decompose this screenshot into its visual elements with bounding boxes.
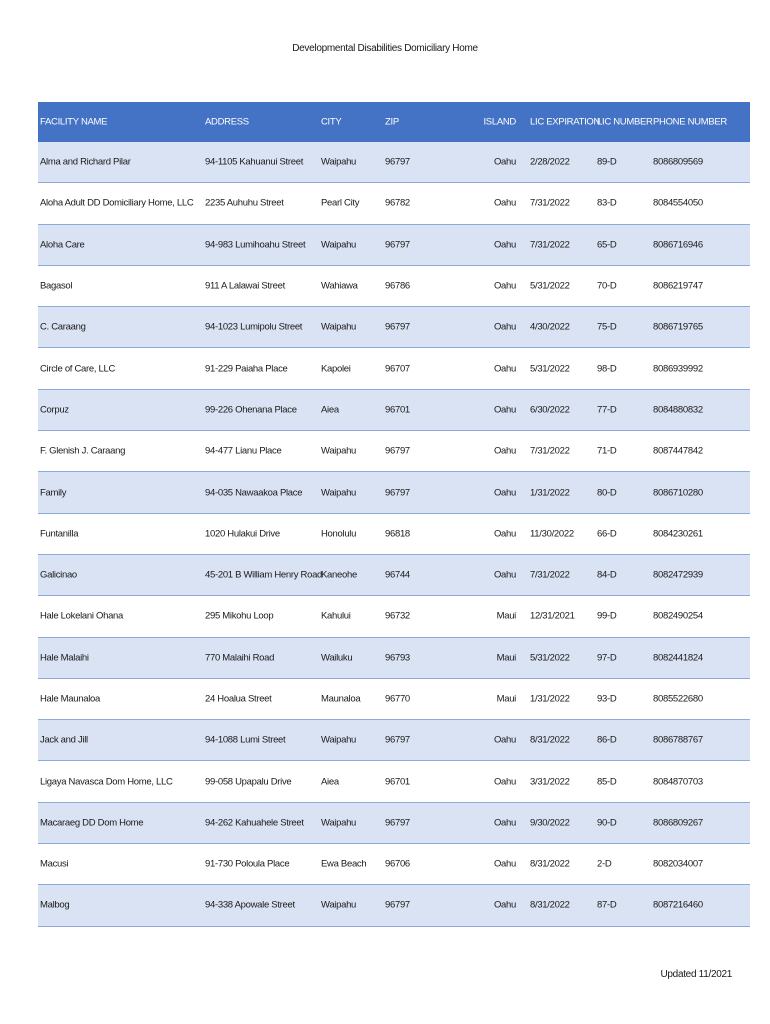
cell-lic-number: 77-D — [597, 404, 617, 416]
cell-facility-name: Aloha Adult DD Domiciliary Home, LLC — [40, 197, 194, 209]
cell-lic-expiration: 7/31/2022 — [530, 197, 570, 209]
table-row — [38, 803, 750, 844]
cell-phone-number: 8082441824 — [653, 652, 703, 664]
cell-phone-number: 8082490254 — [653, 610, 703, 622]
cell-city: Kaneohe — [321, 569, 357, 581]
cell-address: 94-477 Lianu Place — [205, 445, 282, 457]
table-row — [38, 142, 750, 183]
cell-address: 94-1088 Lumi Street — [205, 734, 286, 746]
cell-zip: 96701 — [385, 404, 410, 416]
cell-lic-number: 90-D — [597, 817, 617, 829]
cell-island: Oahu — [493, 528, 516, 540]
cell-zip: 96797 — [385, 239, 410, 251]
table-row — [38, 638, 750, 679]
table-row — [38, 555, 750, 596]
cell-island: Oahu — [493, 404, 516, 416]
header-island: ISLAND — [483, 116, 516, 128]
cell-address: 770 Malaihi Road — [205, 652, 275, 664]
cell-island: Oahu — [493, 734, 516, 746]
cell-city: Waipahu — [321, 734, 357, 746]
facility-table — [38, 102, 750, 927]
cell-island: Oahu — [493, 321, 516, 333]
cell-island: Oahu — [493, 899, 516, 911]
cell-lic-number: 75-D — [597, 321, 617, 333]
cell-facility-name: C. Caraang — [40, 321, 86, 333]
cell-lic-number: 83-D — [597, 197, 617, 209]
cell-zip: 96706 — [385, 858, 410, 870]
cell-phone-number: 8082034007 — [653, 858, 703, 870]
cell-lic-number: 98-D — [597, 363, 617, 375]
cell-phone-number: 8084230261 — [653, 528, 703, 540]
cell-facility-name: Aloha Care — [40, 239, 85, 251]
cell-address: 911 A Lalawai Street — [205, 280, 285, 292]
cell-city: Wailuku — [321, 652, 353, 664]
cell-phone-number: 8086939992 — [653, 363, 703, 375]
page-title: Developmental Disabilities Domiciliary Home — [292, 43, 478, 54]
cell-lic-number: 86-D — [597, 734, 617, 746]
table-row — [38, 472, 750, 513]
cell-island: Maui — [496, 610, 516, 622]
cell-address: 94-1023 Lumipolu Street — [205, 321, 303, 333]
header-city: CITY — [321, 116, 342, 128]
cell-facility-name: Macusi — [40, 858, 69, 870]
cell-city: Waipahu — [321, 899, 357, 911]
cell-address: 24 Hoalua Street — [205, 693, 272, 705]
header-phone-number: PHONE NUMBER — [653, 116, 727, 128]
cell-phone-number: 8086809267 — [653, 817, 703, 829]
cell-island: Oahu — [493, 445, 516, 457]
cell-island: Maui — [496, 693, 516, 705]
cell-phone-number: 8082472939 — [653, 569, 703, 581]
cell-lic-expiration: 5/31/2022 — [530, 363, 570, 375]
cell-island: Oahu — [493, 156, 516, 168]
cell-lic-expiration: 4/30/2022 — [530, 321, 570, 333]
table-row — [38, 225, 750, 266]
cell-facility-name: F. Glenish J. Caraang — [40, 445, 126, 457]
table-row — [38, 390, 750, 431]
cell-city: Waipahu — [321, 239, 357, 251]
table-row — [38, 761, 750, 802]
cell-phone-number: 8086710280 — [653, 487, 703, 499]
table-row — [38, 885, 750, 926]
cell-facility-name: Macaraeg DD Dom Home — [40, 817, 144, 829]
cell-phone-number: 8087216460 — [653, 899, 703, 911]
cell-island: Oahu — [493, 487, 516, 499]
header-address: ADDRESS — [205, 116, 249, 128]
cell-lic-number: 87-D — [597, 899, 617, 911]
updated-note: Updated 11/2021 — [660, 969, 732, 980]
cell-address: 94-338 Apowale Street — [205, 899, 295, 911]
cell-lic-expiration: 6/30/2022 — [530, 404, 570, 416]
cell-zip: 96707 — [385, 363, 410, 375]
cell-zip: 96797 — [385, 817, 410, 829]
cell-lic-expiration: 8/31/2022 — [530, 858, 570, 870]
table-row — [38, 348, 750, 389]
table-row — [38, 307, 750, 348]
cell-lic-number: 84-D — [597, 569, 617, 581]
cell-city: Aiea — [321, 776, 339, 788]
cell-lic-expiration: 5/31/2022 — [530, 652, 570, 664]
cell-facility-name: Circle of Care, LLC — [40, 363, 116, 375]
cell-lic-expiration: 7/31/2022 — [530, 569, 570, 581]
cell-lic-expiration: 11/30/2022 — [530, 528, 574, 540]
cell-zip: 96770 — [385, 693, 410, 705]
cell-island: Oahu — [493, 239, 516, 251]
cell-island: Oahu — [493, 776, 516, 788]
cell-island: Oahu — [493, 817, 516, 829]
cell-city: Waipahu — [321, 445, 357, 457]
cell-zip: 96797 — [385, 487, 410, 499]
cell-zip: 96818 — [385, 528, 410, 540]
cell-lic-expiration: 7/31/2022 — [530, 445, 570, 457]
cell-city: Kapolei — [321, 363, 351, 375]
table-row — [38, 596, 750, 637]
cell-lic-expiration: 2/28/2022 — [530, 156, 570, 168]
cell-city: Aiea — [321, 404, 339, 416]
cell-facility-name: Hale Malaihi — [40, 652, 89, 664]
header-zip: ZIP — [385, 116, 399, 128]
cell-address: 295 Mikohu Loop — [205, 610, 274, 622]
cell-address: 99-226 Ohenana Place — [205, 404, 297, 416]
cell-facility-name: Funtanilla — [40, 528, 79, 540]
cell-city: Waipahu — [321, 156, 357, 168]
table-row — [38, 431, 750, 472]
header-facility-name: FACILITY NAME — [40, 116, 108, 128]
cell-address: 94-983 Lumihoahu Street — [205, 239, 306, 251]
cell-lic-expiration: 1/31/2022 — [530, 487, 570, 499]
cell-zip: 96732 — [385, 610, 410, 622]
cell-address: 94-262 Kahuahele Street — [205, 817, 304, 829]
cell-lic-expiration: 5/31/2022 — [530, 280, 570, 292]
cell-address: 91-229 Paiaha Place — [205, 363, 288, 375]
cell-phone-number: 8084554050 — [653, 197, 703, 209]
table-row — [38, 679, 750, 720]
cell-island: Oahu — [493, 280, 516, 292]
cell-lic-number: 70-D — [597, 280, 617, 292]
header-lic-number: LIC NUMBER — [597, 116, 653, 128]
cell-zip: 96797 — [385, 445, 410, 457]
cell-facility-name: Ligaya Navasca Dom Home, LLC — [40, 776, 173, 788]
cell-zip: 96797 — [385, 734, 410, 746]
cell-city: Wahiawa — [321, 280, 358, 292]
cell-island: Oahu — [493, 569, 516, 581]
cell-lic-expiration: 7/31/2022 — [530, 239, 570, 251]
cell-facility-name: Family — [40, 487, 67, 499]
cell-phone-number: 8087447842 — [653, 445, 703, 457]
cell-island: Oahu — [493, 363, 516, 375]
cell-phone-number: 8086788767 — [653, 734, 703, 746]
cell-zip: 96744 — [385, 569, 410, 581]
cell-lic-expiration: 8/31/2022 — [530, 734, 570, 746]
cell-facility-name: Corpuz — [40, 404, 69, 416]
cell-zip: 96786 — [385, 280, 410, 292]
cell-city: Waipahu — [321, 321, 357, 333]
cell-city: Waipahu — [321, 487, 357, 499]
cell-facility-name: Bagasol — [40, 280, 73, 292]
cell-city: Maunaloa — [321, 693, 361, 705]
cell-zip: 96797 — [385, 156, 410, 168]
cell-zip: 96782 — [385, 197, 410, 209]
cell-address: 99-058 Upapalu Drive — [205, 776, 292, 788]
cell-address: 45-201 B William Henry Road — [205, 569, 323, 581]
cell-city: Honolulu — [321, 528, 357, 540]
cell-phone-number: 8086719765 — [653, 321, 703, 333]
cell-city: Ewa Beach — [321, 858, 367, 870]
cell-lic-expiration: 8/31/2022 — [530, 899, 570, 911]
cell-phone-number: 8084880832 — [653, 404, 703, 416]
cell-address: 94-035 Nawaakoa Place — [205, 487, 303, 499]
cell-island: Oahu — [493, 197, 516, 209]
cell-lic-expiration: 3/31/2022 — [530, 776, 570, 788]
cell-address: 91-730 Poloula Place — [205, 858, 290, 870]
cell-address: 2235 Auhuhu Street — [205, 197, 284, 209]
cell-lic-number: 66-D — [597, 528, 617, 540]
cell-zip: 96797 — [385, 899, 410, 911]
cell-lic-number: 80-D — [597, 487, 617, 499]
table-row — [38, 514, 750, 555]
table-row — [38, 183, 750, 224]
cell-lic-expiration: 9/30/2022 — [530, 817, 570, 829]
cell-island: Maui — [496, 652, 516, 664]
cell-lic-number: 2-D — [597, 858, 612, 870]
table-header-row — [38, 102, 750, 142]
cell-phone-number: 8086809569 — [653, 156, 703, 168]
cell-city: Pearl City — [321, 197, 360, 209]
table-row — [38, 844, 750, 885]
cell-phone-number: 8085522680 — [653, 693, 703, 705]
cell-zip: 96701 — [385, 776, 410, 788]
cell-lic-number: 93-D — [597, 693, 617, 705]
cell-island: Oahu — [493, 858, 516, 870]
cell-lic-number: 71-D — [597, 445, 617, 457]
cell-facility-name: Malbog — [40, 899, 70, 911]
cell-phone-number: 8086716946 — [653, 239, 703, 251]
table-body — [38, 142, 750, 927]
cell-facility-name: Alma and Richard Pilar — [40, 156, 131, 168]
header-lic-expiration: LIC EXPIRATION — [530, 116, 601, 128]
cell-address: 1020 Hulakui Drive — [205, 528, 280, 540]
cell-facility-name: Jack and Jill — [40, 734, 88, 746]
cell-lic-expiration: 1/31/2022 — [530, 693, 570, 705]
cell-lic-number: 97-D — [597, 652, 617, 664]
cell-facility-name: Galicinao — [40, 569, 77, 581]
table-row — [38, 720, 750, 761]
cell-phone-number: 8084870703 — [653, 776, 703, 788]
cell-facility-name: Hale Maunaloa — [40, 693, 101, 705]
cell-lic-number: 85-D — [597, 776, 617, 788]
cell-facility-name: Hale Lokelani Ohana — [40, 610, 124, 622]
cell-zip: 96797 — [385, 321, 410, 333]
cell-lic-number: 89-D — [597, 156, 617, 168]
cell-lic-number: 99-D — [597, 610, 617, 622]
cell-lic-number: 65-D — [597, 239, 617, 251]
cell-phone-number: 8086219747 — [653, 280, 703, 292]
cell-zip: 96793 — [385, 652, 410, 664]
cell-city: Kahului — [321, 610, 351, 622]
cell-address: 94-1105 Kahuanui Street — [205, 156, 304, 168]
cell-city: Waipahu — [321, 817, 357, 829]
cell-lic-expiration: 12/31/2021 — [530, 610, 575, 622]
table-row — [38, 266, 750, 307]
